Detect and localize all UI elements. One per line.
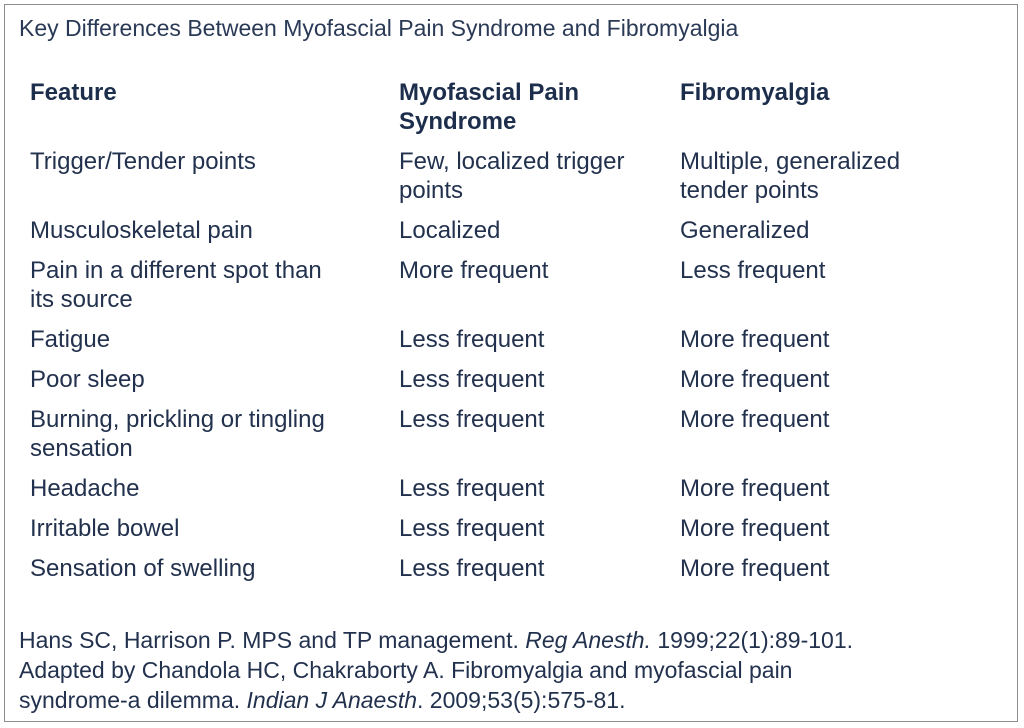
myofascial-cell: More frequent	[399, 257, 549, 284]
fibromyalgia-cell: Generalized	[680, 217, 810, 244]
feature-cell: Pain in a different spot than its source	[30, 257, 322, 313]
header-feature: Feature	[30, 79, 117, 106]
citation-line-1	[19, 625, 1009, 655]
citation-text: . 2009;53(5):575-81.	[417, 687, 626, 713]
myofascial-cell: Less frequent	[399, 515, 545, 542]
table-row	[30, 554, 990, 583]
citation-text: 1999;22(1):89-101.	[650, 627, 854, 653]
citation-line-3	[19, 685, 1009, 715]
header-myofascial: Myofascial Pain Syndrome	[399, 79, 580, 135]
table-row	[30, 325, 990, 354]
myofascial-cell: Less frequent	[399, 366, 545, 393]
fibromyalgia-cell: More frequent	[680, 406, 830, 433]
feature-cell: Trigger/Tender points	[30, 148, 256, 175]
table-header-row	[30, 78, 990, 136]
fibromyalgia-cell: More frequent	[680, 366, 830, 393]
fibromyalgia-cell: More frequent	[680, 475, 830, 502]
fibromyalgia-cell: More frequent	[680, 555, 830, 582]
myofascial-cell: Few, localized trigger points	[399, 148, 625, 204]
myofascial-cell: Localized	[399, 217, 501, 244]
citation	[19, 625, 1009, 715]
header-fibromyalgia: Fibromyalgia	[680, 79, 830, 106]
page-title: Key Differences Between Myofascial Pain Syndrome and Fibromyalgia	[19, 15, 739, 41]
table-row	[30, 365, 990, 394]
citation-line-2: Adapted by Chandola HC, Chakraborty A. Fibromyalgia and myofascial pain	[19, 657, 793, 683]
feature-cell: Fatigue	[30, 326, 111, 353]
myofascial-cell: Less frequent	[399, 475, 545, 502]
citation-text: syndrome-a dilemma.	[19, 687, 247, 713]
fibromyalgia-cell: More frequent	[680, 515, 830, 542]
myofascial-cell: Less frequent	[399, 326, 545, 353]
table-row	[30, 216, 990, 245]
myofascial-cell: Less frequent	[399, 406, 545, 433]
fibromyalgia-cell: More frequent	[680, 326, 830, 353]
journal-name: Reg Anesth.	[525, 627, 651, 653]
citation-text: Hans SC, Harrison P. MPS and TP management.	[19, 627, 526, 653]
comparison-table	[30, 78, 990, 594]
feature-cell: Sensation of swelling	[30, 555, 256, 582]
feature-cell: Burning, prickling or tingling sensation	[30, 406, 325, 462]
feature-cell: Irritable bowel	[30, 515, 180, 542]
fibromyalgia-cell: Multiple, generalized tender points	[680, 148, 901, 204]
feature-cell: Poor sleep	[30, 366, 145, 393]
table-row	[30, 147, 990, 205]
feature-cell: Musculoskeletal pain	[30, 217, 253, 244]
table-row	[30, 514, 990, 543]
table-row	[30, 405, 990, 463]
table-row	[30, 256, 990, 314]
table-row	[30, 474, 990, 503]
feature-cell: Headache	[30, 475, 140, 502]
myofascial-cell: Less frequent	[399, 555, 545, 582]
fibromyalgia-cell: Less frequent	[680, 257, 826, 284]
journal-name: Indian J Anaesth	[246, 687, 418, 713]
